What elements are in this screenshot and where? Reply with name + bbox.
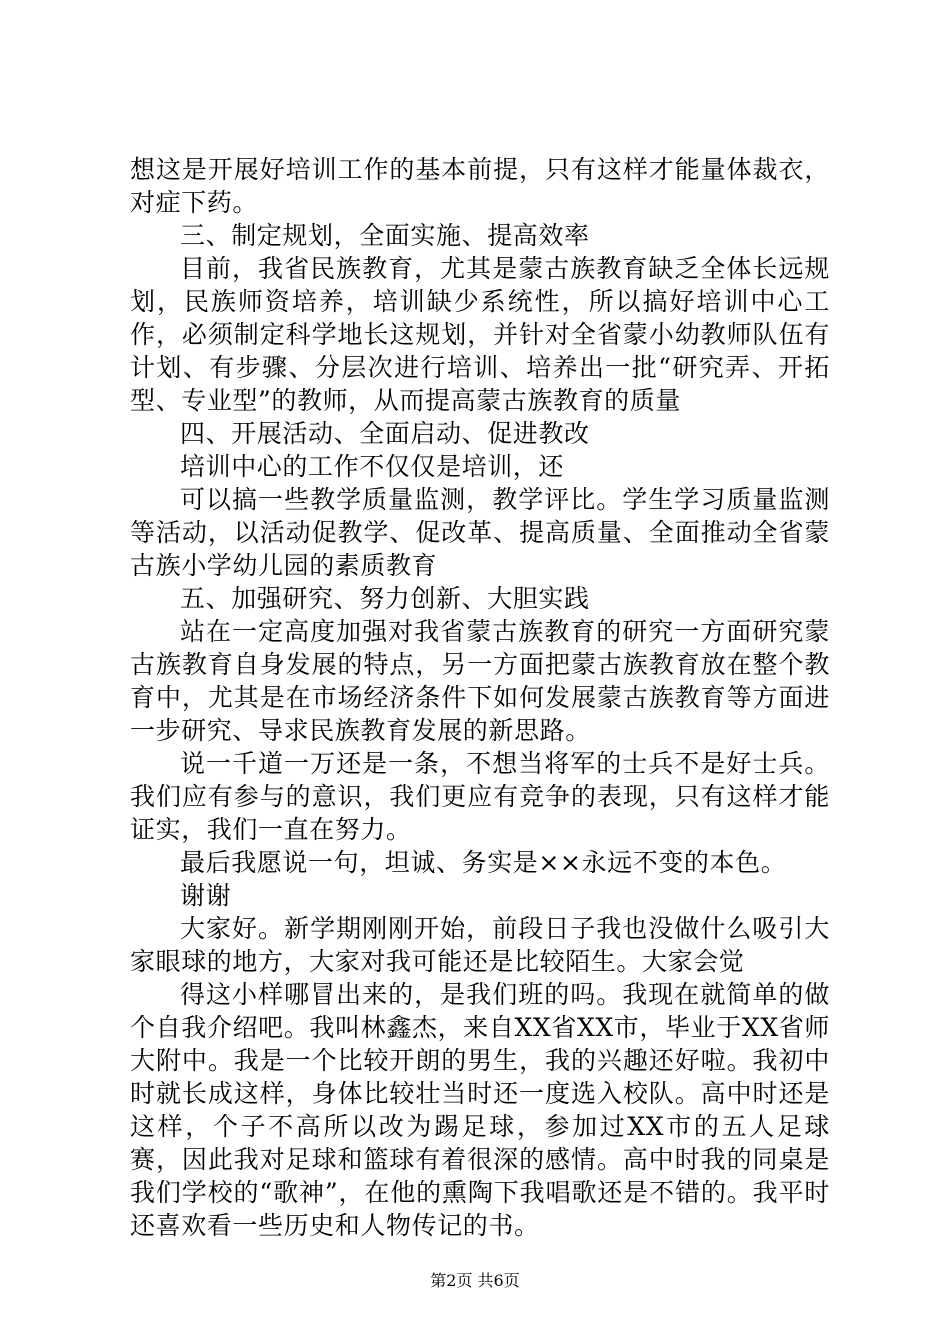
paragraph-12: 大家好。新学期刚刚开始，前段日子我也没做什么吸引大家眼球的地方，大家对我可能还是比较陌生。大家会觉: [130, 914, 830, 976]
paragraph-10: 最后我愿说一句，坦诚、务实是××永远不变的本色。: [180, 848, 787, 877]
paragraph-9: 说一千道一万还是一条，不想当将军的士兵不是好士兵。我们应有参与的意识，我们更应有竞争的表现，只有这样才能证实，我们一直在努力。: [130, 749, 830, 844]
section-heading-3: 三、制定规划，全面实施、提高效率: [180, 221, 590, 250]
paragraph-1: 想这是开展好培训工作的基本前提，只有这样才能量体裁衣，对症下药。: [130, 155, 830, 217]
page-number-footer: 第2页 共6页: [430, 1271, 520, 1290]
paragraph-11: 谢谢: [180, 881, 232, 910]
paragraph-6: 可以搞一些教学质量监测，教学评比。学生学习质量监测等活动，以活动促教学、促改革、提高质量、全面推动全省蒙古族小学幼儿园的素质教育: [130, 485, 830, 580]
paragraph-8: 站在一定高度加强对我省蒙古族教育的研究一方面研究蒙古族教育自身发展的特点，另一方面把蒙古族教育放在整个教育中，尤其是在市场经济条件下如何发展蒙古族教育等方面进一步研究、导求民族教育发展的新思路。: [130, 617, 830, 745]
section-heading-5: 五、加强研究、努力创新、大胆实践: [180, 584, 590, 613]
document-body: [130, 153, 830, 1242]
paragraph-3: 目前，我省民族教育，尤其是蒙古族教育缺乏全体长远规划，民族师资培养，培训缺少系统性，所以搞好培训中心工作，必须制定科学地长这规划，并针对全省蒙小幼教师队伍有计划、有步骤、分层次进行培训、培养出一批“研究弄、开拓型、专业型”的教师，从而提高蒙古族教育的质量: [130, 254, 830, 415]
paragraph-13: 得这小样哪冒出来的，是我们班的吗。我现在就简单的做个自我介绍吧。我叫林鑫杰，来自XX省XX市，毕业于XX省师大附中。我是一个比较开朗的男生，我的兴趣还好啦。我初中时就长成这样，身体比较壮当时还一度选入校队。高中时还是这样，个子不高所以改为踢足球，参加过XX市的五人足球赛，因此我对足球和篮球有着很深的感情。高中时我的同桌是我们学校的“歌神”，在他的熏陶下我唱歌还是不错的。我平时还喜欢看一些历史和人物传记的书。: [130, 980, 830, 1240]
paragraph-5: 培训中心的工作不仅仅是培训，还: [180, 452, 565, 481]
section-heading-4: 四、开展活动、全面启动、促进教改: [180, 419, 590, 448]
